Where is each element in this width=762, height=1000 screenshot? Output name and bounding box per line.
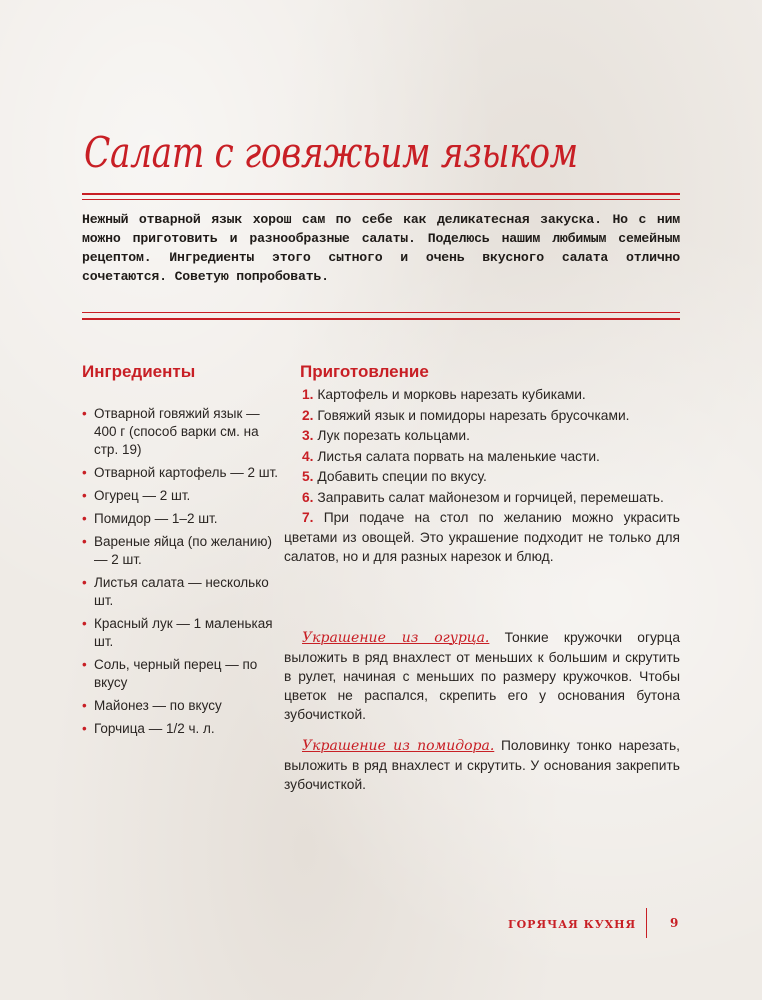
ingredients-list	[82, 405, 282, 743]
title-underline-thin	[82, 199, 680, 200]
step-2: 2. Говяжий язык и помидоры нарезать брусочками.	[302, 407, 630, 423]
list-item: • Отварной картофель — 2 шт.	[82, 465, 279, 480]
list-item: • Огурец — 2 шт.	[82, 488, 191, 503]
list-item: • Отварной говяжий язык — 400 г (способ варки см. на стр. 19)	[82, 406, 260, 457]
ingredients-heading: Ингредиенты	[82, 362, 196, 381]
page-title: Салат с говяжьим языком	[84, 128, 578, 177]
preparation-steps	[284, 385, 680, 568]
step-1: 1. Картофель и морковь нарезать кубиками.	[302, 387, 586, 402]
bullet-icon: •	[82, 534, 87, 549]
list-item: • Вареные яйца (по желанию) — 2 шт.	[82, 534, 272, 567]
step-6: 6. Заправить салат майонезом и горчицей, перемешать.	[302, 489, 664, 505]
step-5: 5. Добавить специи по вкусу.	[302, 469, 487, 484]
list-item: • Соль, черный перец — по вкусу	[82, 657, 258, 690]
list-item: • Помидор — 1–2 шт.	[82, 511, 218, 526]
list-item: • Листья салата — несколько шт.	[82, 575, 269, 608]
step-3: 3. Лук порезать кольцами.	[302, 428, 470, 443]
decoration-label: Украшение из помидора.	[302, 738, 495, 754]
tomato-decoration-note: Украшение из помидора. Половинку тонко нарезать, выложить в ряд внахлест и скрутить. У основания закрепить зубочисткой.	[284, 738, 680, 792]
intro-rule-top	[82, 312, 680, 313]
footer-divider	[646, 908, 647, 938]
preparation-heading: Приготовление	[300, 362, 429, 381]
bullet-icon: •	[82, 488, 87, 503]
list-item: • Майонез — по вкусу	[82, 698, 222, 713]
cucumber-decoration-note: Украшение из огурца. Тонкие кружочки огурца выложить в ряд внахлест от меньших к большим и скрутить в рулет, начиная с меньших по размеру кружочков. Чтобы цветок не распался, скрепить его у основания бутона зубочисткой.	[284, 630, 680, 722]
list-item: • Красный лук — 1 маленькая шт.	[82, 616, 273, 649]
bullet-icon: •	[82, 616, 87, 631]
list-item: • Горчица — 1/2 ч. л.	[82, 721, 215, 736]
section-label: ГОРЯЧАЯ КУХНЯ	[508, 918, 637, 931]
decoration-label: Украшение из огурца.	[302, 630, 490, 646]
bullet-icon: •	[82, 465, 87, 480]
intro-rule-bottom	[82, 318, 680, 320]
step-4: 4. Листья салата порвать на маленькие части.	[302, 448, 600, 464]
bullet-icon: •	[82, 575, 87, 590]
bullet-icon: •	[82, 698, 87, 713]
page-number: 9	[670, 916, 679, 930]
title-underline	[82, 193, 680, 195]
intro-paragraph: Нежный отварной язык хорош сам по себе как деликатесная закуска. Но с ним можно приготовить и разнообразные салаты. Поделюсь нашим любимым семейным рецептом. Ингредиенты этого сытного и очень вкусного салата отлично сочетаются. Советую попробовать.	[82, 212, 680, 284]
bullet-icon: •	[82, 721, 87, 736]
step-7: 7. При подаче на стол по желанию можно украсить цветами из овощей. Это украшение подходит не только для салатов, но и для разных нарезок и блюд.	[284, 510, 680, 564]
bullet-icon: •	[82, 657, 87, 672]
bullet-icon: •	[82, 511, 87, 526]
bullet-icon: •	[82, 406, 87, 421]
